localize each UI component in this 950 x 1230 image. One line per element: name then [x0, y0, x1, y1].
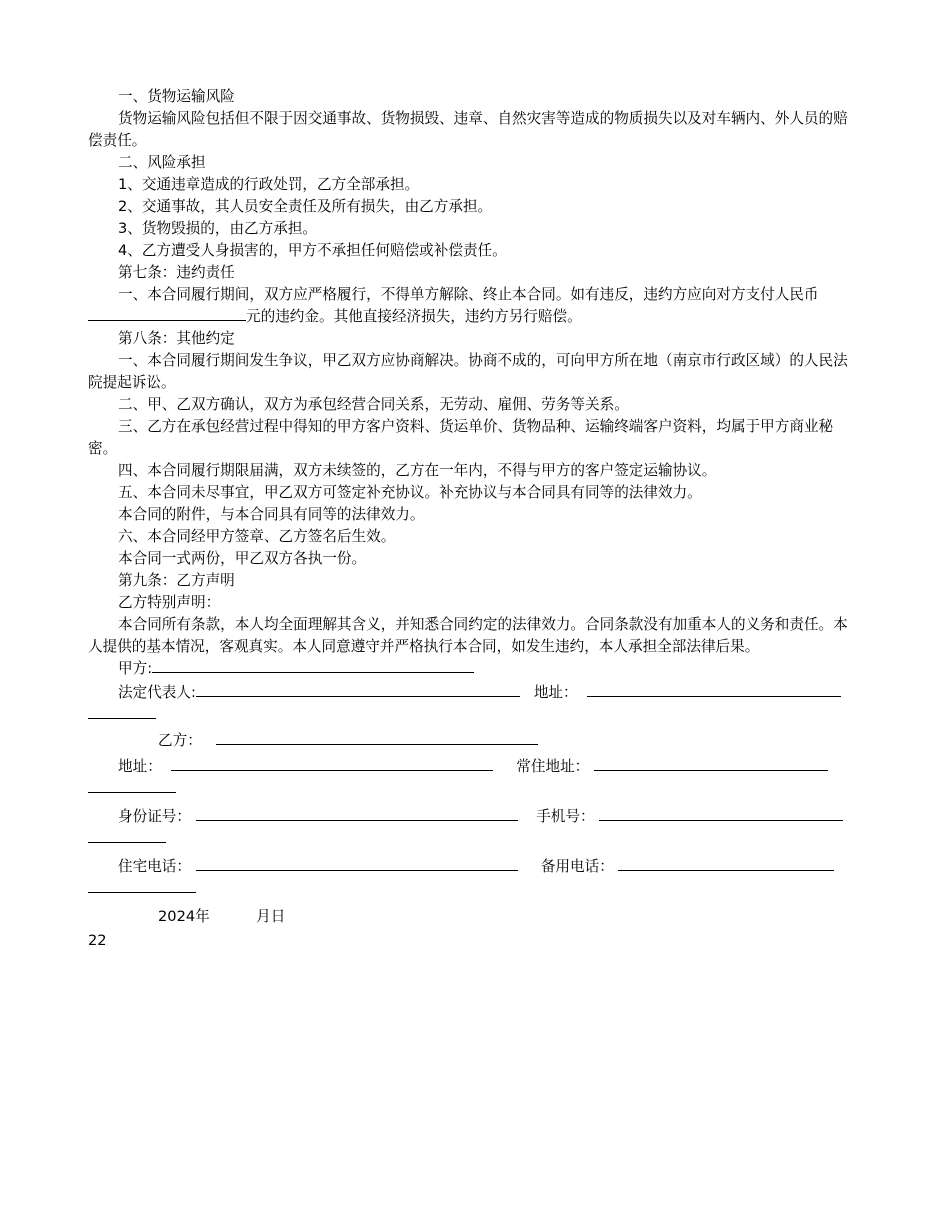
wrap-line	[88, 704, 860, 726]
backup-phone-label: 备用电话：	[540, 858, 614, 875]
residence-blank	[594, 756, 828, 771]
clause-item: 二、甲、乙双方确认，双方为承包经营合同关系，无劳动、雇佣、劳务等关系。	[118, 396, 629, 413]
id-number-label: 身份证号：	[118, 808, 191, 825]
section-heading: 二、风险承担	[118, 154, 206, 171]
clause-item: 1、交通违章造成的行政处罚，乙方全部承担。	[118, 176, 420, 193]
residence-label: 常住地址：	[516, 758, 590, 775]
clause-item: 四、本合同履行期限届满，双方未续签的，乙方在一年内，不得与甲方的客户签定运输协议。	[118, 462, 717, 479]
legal-rep-label: 法定代表人:	[118, 684, 196, 701]
residence-blank-wrap	[88, 778, 176, 793]
address-blank-wrap	[88, 704, 156, 719]
date-year: 2024年	[158, 908, 210, 925]
declaration-paragraph: 本合同所有条款，本人均全面理解其含义，并知悉合同约定的法律效力。合同条款没有加重本人的义务和责任。本人提供的基本情况，客观真实。本人同意遵守并严格执行本合同，如发生违约，本人承担全部法律后果。	[88, 616, 848, 655]
phone-line	[88, 856, 860, 878]
home-phone-blank	[196, 856, 518, 871]
penalty-clause	[88, 284, 860, 328]
clause-item: 五、本合同未尽事宜，甲乙双方可签定补充协议。补充协议与本合同具有同等的法律效力。	[118, 484, 702, 501]
party-a-label: 甲方:	[118, 660, 153, 677]
wrap-line	[88, 778, 860, 800]
section-heading: 一、货物运输风险	[118, 88, 235, 105]
party-a-line	[88, 658, 860, 680]
article-heading: 第九条：乙方声明	[118, 572, 235, 589]
party-b-line	[88, 730, 860, 752]
clause-item: 4、乙方遭受人身损害的，甲方不承担任何赔偿或补偿责任。	[118, 242, 507, 259]
wrap-line	[88, 828, 860, 850]
legal-rep-line	[88, 682, 860, 704]
party-a-blank	[152, 658, 474, 673]
legal-rep-blank	[196, 682, 520, 697]
party-b-label: 乙方：	[158, 732, 202, 749]
mobile-blank	[599, 806, 843, 821]
address-blank-2	[171, 756, 493, 771]
address-label-2: 地址：	[118, 758, 162, 775]
address-blank	[587, 682, 841, 697]
penalty-text-start: 一、本合同履行期间，双方应严格履行，不得单方解除、终止本合同。如有违反，违约方应向对方支付人民币	[118, 286, 819, 303]
clause-item: 3、货物毁损的，由乙方承担。	[118, 220, 318, 237]
id-number-blank	[196, 806, 518, 821]
home-phone-label: 住宅电话：	[118, 858, 191, 875]
clause-item: 六、本合同经甲方签章、乙方签名后生效。	[118, 528, 396, 545]
backup-phone-blank-wrap	[88, 878, 196, 893]
party-b-blank	[216, 730, 538, 745]
address-label: 地址：	[533, 684, 578, 701]
date-line	[88, 906, 860, 928]
date-month-day: 月日	[256, 908, 286, 925]
penalty-amount-blank	[88, 306, 246, 321]
id-mobile-line	[88, 806, 860, 828]
paragraph: 本合同一式两份，甲乙双方各执一份。	[118, 550, 367, 567]
mobile-label: 手机号：	[536, 808, 595, 825]
article-heading: 第七条：违约责任	[118, 264, 235, 281]
address-residence-line	[88, 756, 860, 778]
wrap-line	[88, 878, 860, 900]
contract-page	[88, 86, 860, 952]
clause-item: 一、本合同履行期间发生争议，甲乙双方应协商解决。协商不成的，可向甲方所在地（南京市行政区域）的人民法院提起诉讼。	[88, 352, 848, 391]
backup-phone-blank	[618, 856, 834, 871]
article-heading: 第八条：其他约定	[118, 330, 235, 347]
paragraph: 货物运输风险包括但不限于因交通事故、货物损毁、违章、自然灾害等造成的物质损失以及对车辆内、外人员的赔偿责任。	[88, 110, 848, 149]
paragraph: 乙方特别声明：	[118, 594, 221, 611]
mobile-blank-wrap	[88, 828, 166, 843]
paragraph: 本合同的附件，与本合同具有同等的法律效力。	[118, 506, 425, 523]
page-number: 22	[88, 932, 107, 949]
clause-item: 三、乙方在承包经营过程中得知的甲方客户资料、货运单价、货物品种、运输终端客户资料，均属于甲方商业秘密。	[88, 418, 834, 457]
clause-item: 2、交通事故，其人员安全责任及所有损失，由乙方承担。	[118, 198, 493, 215]
penalty-text-end: 元的违约金。其他直接经济损失，违约方另行赔偿。	[246, 308, 582, 325]
